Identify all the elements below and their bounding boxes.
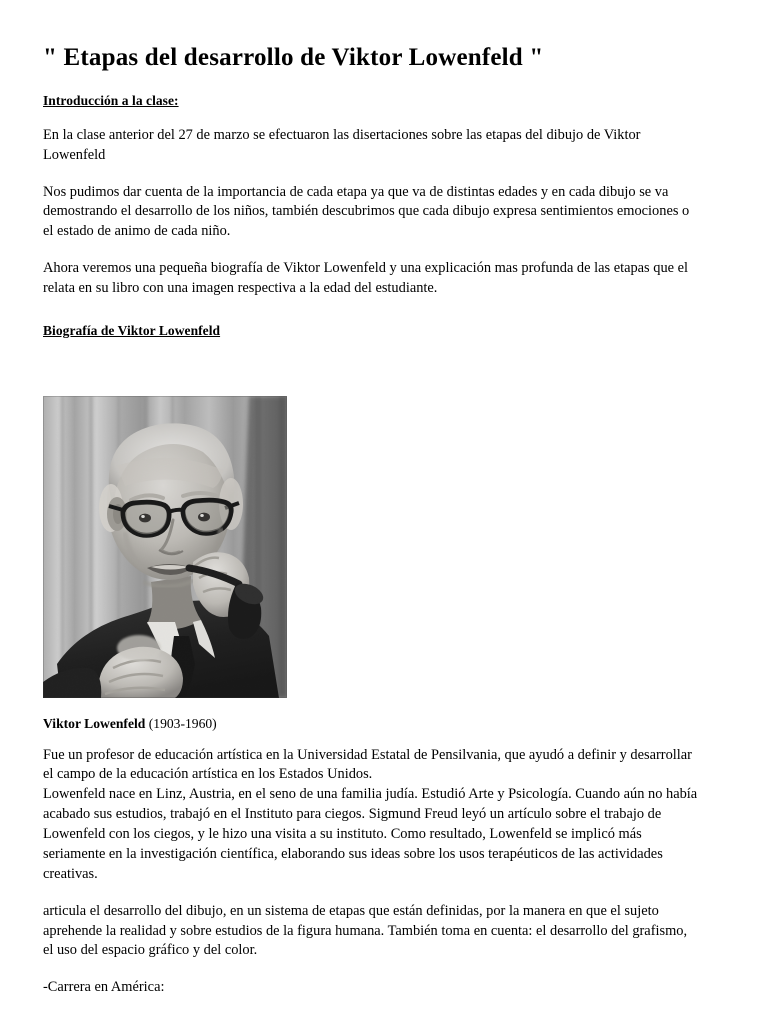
paragraph-carrera-america: -Carrera en América: — [43, 979, 165, 996]
paragraph-intro-class: En la clase anterior del 27 de marzo se efectuaron las disertaciones sobre las etapas del dibujo de Viktor Lowenfeld — [43, 126, 641, 163]
caption-years: (1903-1960) — [145, 715, 217, 731]
viktor-lowenfeld-photo — [43, 396, 287, 698]
paragraph-importance-stages: Nos pudimos dar cuenta de la importancia de cada etapa ya que va de distintas edades y en cada dibujo se va demostrando el desarrollo de los niños, también descubrimos que cada dibujo expresa sentimientos emociones o el estado de animo de cada niño. — [43, 183, 690, 240]
paragraph-biography-preview: Ahora veremos una pequeña biografía de Viktor Lowenfeld y una explicación mas profunda de las etapas que el relata en su libro con una imagen respectiva a la edad del estudiante. — [43, 260, 689, 296]
portrait-figure — [43, 396, 287, 698]
portrait-caption — [43, 715, 700, 733]
biography-heading: Biografía de Viktor Lowenfeld — [43, 322, 221, 338]
paragraph-professor-penn-state: Fue un profesor de educación artística en la Universidad Estatal de Pensilvania, que ayudó a definir y desarrollar el campo de la educación artística en los Estados Unidos. — [43, 746, 692, 783]
intro-heading: Introducción a la clase: — [43, 92, 179, 108]
paragraph-drawing-stages-system: articula el desarrollo del dibujo, en un sistema de etapas que están definidas, por la manera en que el sujeto aprehende la realidad y sobre estudios de la figura humana. También toma en cuenta: el desarrollo del grafismo, el uso del espacio gráfico y del color. — [43, 902, 688, 959]
page-title: " Etapas del desarrollo de Viktor Lowenfeld " — [43, 44, 544, 71]
caption-name: Viktor Lowenfeld — [43, 715, 146, 731]
paragraph-linz-freud: Lowenfeld nace en Linz, Austria, en el seno de una familia judía. Estudió Arte y Psicología. Cuando aún no había acabado sus estudios, trabajó en el Instituto para ciegos. Sigmund Freud leyó un artículo sobre el trabajo de Lowenfeld con los ciegos, y le hizo una visita a su instituto. Como resultado, Lowenfeld se implicó más seriamente en la investigación científica, elaborando sus ideas sobre los usos terapéuticos de las actividades creativas. — [43, 786, 698, 882]
